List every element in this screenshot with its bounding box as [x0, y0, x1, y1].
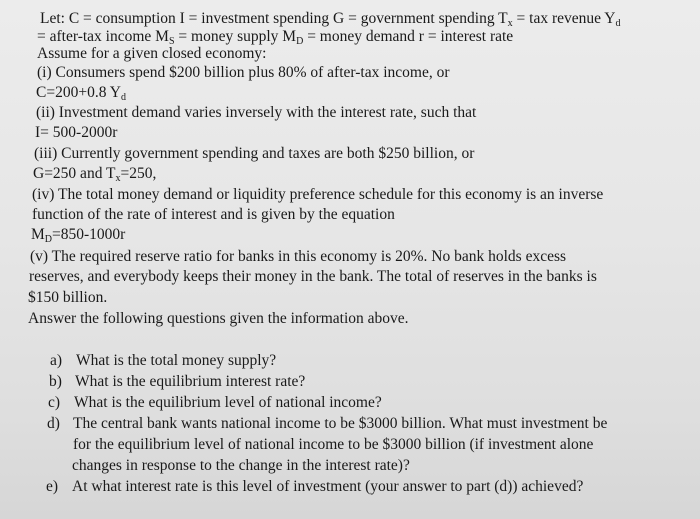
assumption-i-equation: C=200+0.8 $Y_d$	[36, 84, 126, 103]
assumption-iii-equation: G=250 and $T_x=250$,	[33, 165, 157, 184]
question-d-text-3: changes in response to the change in the interest rate)?	[72, 457, 410, 474]
question-a-text: What is the total money supply?	[76, 352, 277, 369]
answer-prompt: Answer the following questions given the information above.	[28, 310, 409, 327]
assumption-iv-equation: $M_D=850-1000r$	[31, 226, 126, 245]
assumption-iii-text: (iii) Currently government spending and taxes are both $250 billion, or	[34, 145, 475, 162]
question-d-text-1: The central bank wants national income to be $3000 billion. What must investment be	[73, 415, 608, 432]
assumption-v-text-2: reserves, and everybody keeps their money in the bank. The total of reserves in the banks is	[29, 268, 597, 285]
definitions-line-1: Let: C = consumption I = investment spending G = government spending $T_x$ = tax revenue $Y_d$	[40, 10, 621, 29]
question-d-label: d)	[47, 415, 60, 432]
question-d-text-2: for the equilibrium level of national income to be $3000 billion (if investment alone	[73, 436, 594, 453]
assumption-i-text: (i) Consumers spend $200 billion plus 80% of after-tax income, or	[37, 64, 450, 81]
question-a-label: a)	[50, 352, 63, 369]
assumption-v-text-3: $150 billion.	[28, 289, 108, 306]
question-e-text: At what interest rate is this level of investment (your answer to part (d)) achieved?	[72, 478, 584, 495]
definitions-line-2: = after-tax income $M_S$ = money supply $M_D$ = money demand r = interest rate	[37, 28, 514, 47]
assumption-v-text-1: (v) The required reserve ratio for banks in this economy is 20%. No bank holds excess	[30, 248, 567, 265]
question-c-text: What is the equilibrium level of national income?	[74, 394, 382, 411]
question-c-label: c)	[48, 394, 61, 411]
question-b-text: What is the equilibrium interest rate?	[75, 373, 306, 390]
assume-heading: Assume for a given closed economy:	[37, 45, 267, 62]
assumption-iv-text-1: (iv) The total money demand or liquidity preference schedule for this economy is an inverse	[32, 186, 604, 203]
question-b-label: b)	[49, 373, 62, 390]
assumption-iv-text-2: function of the rate of interest and is given by the equation	[32, 206, 395, 223]
assumption-ii-equation: I= 500-2000r	[35, 124, 118, 141]
question-e-label: e)	[46, 478, 59, 495]
assumption-ii-text: (ii) Investment demand varies inversely with the interest rate, such that	[36, 104, 477, 121]
